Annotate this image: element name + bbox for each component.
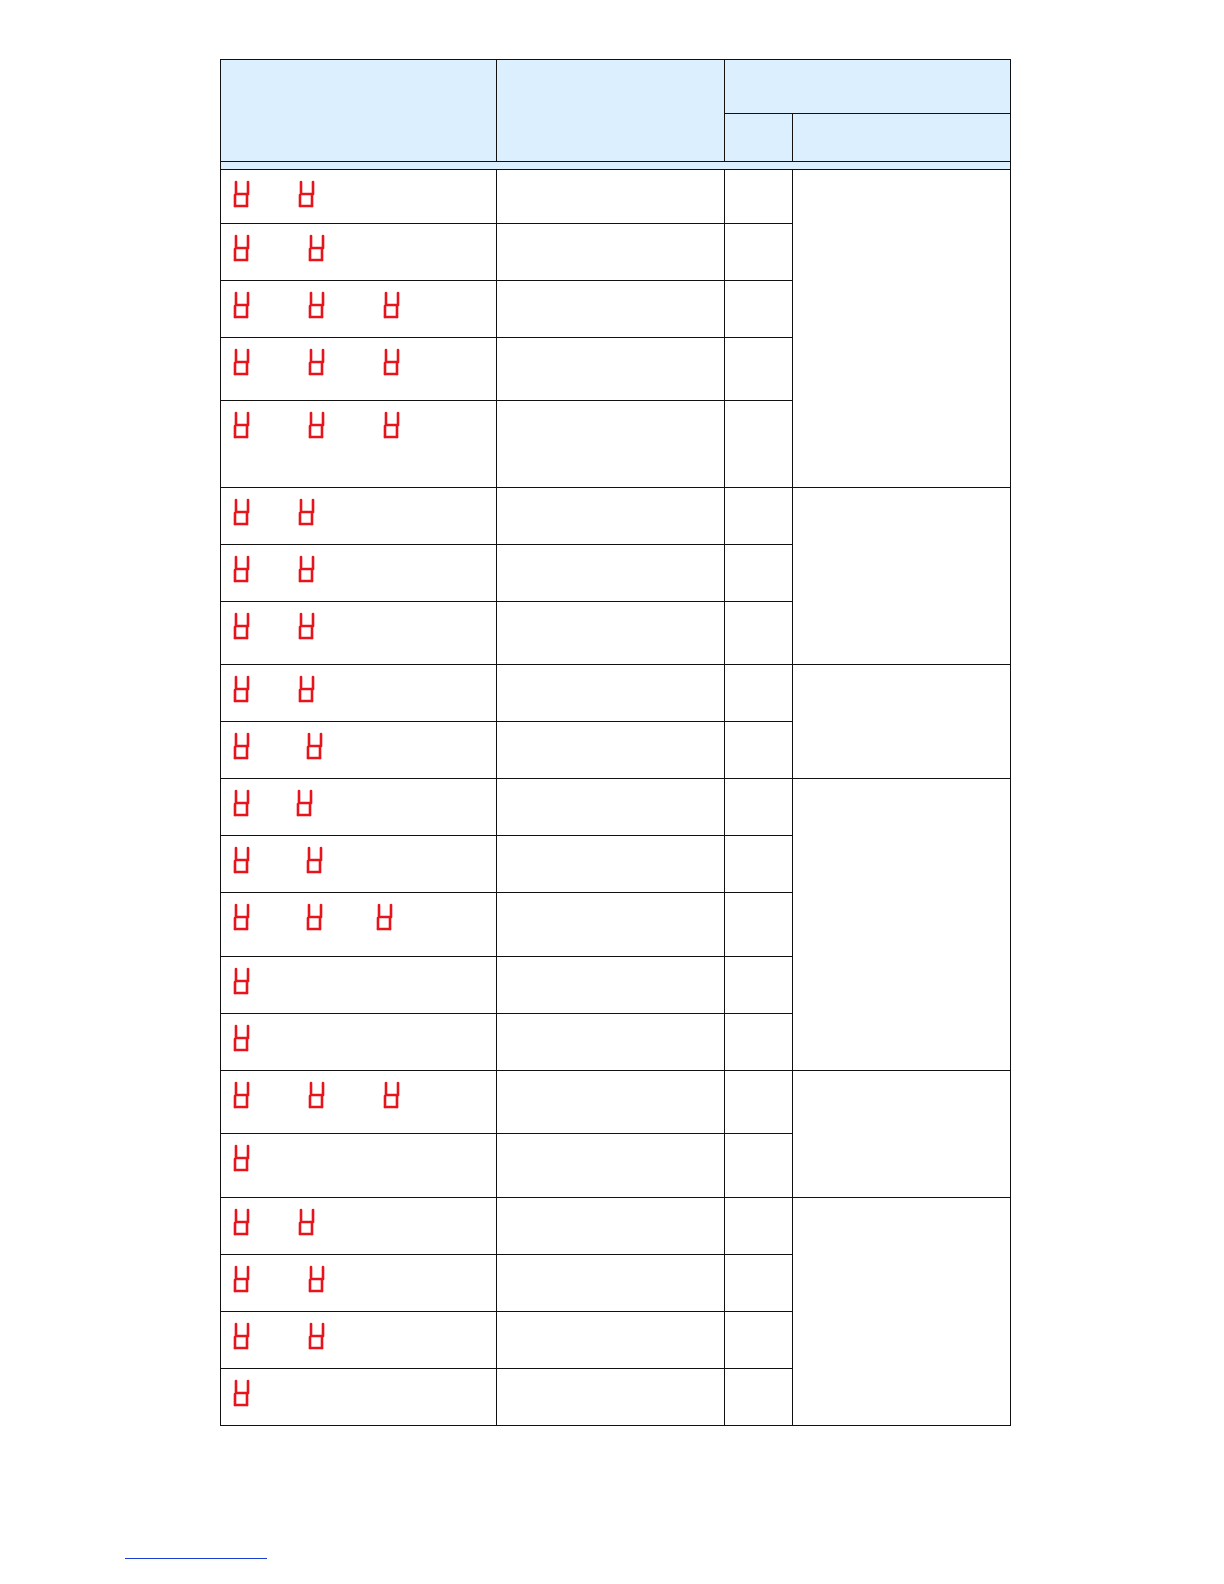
table-row (221, 779, 1011, 836)
description-cell (497, 224, 725, 281)
code-cell (725, 281, 793, 338)
digit-group (221, 893, 496, 931)
description-cell (497, 1071, 725, 1134)
seven-segment-digit-icon (308, 234, 326, 262)
code-table (220, 59, 1011, 1426)
description-cell (497, 1134, 725, 1198)
seven-segment-digit-icon (308, 1322, 326, 1350)
code-cell (725, 779, 793, 836)
display-cell (221, 1134, 497, 1198)
seven-segment-digit-icon (298, 612, 316, 640)
display-cell (221, 1014, 497, 1071)
description-cell (497, 281, 725, 338)
description-cell (497, 1312, 725, 1369)
display-cell (221, 1312, 497, 1369)
display-cell (221, 893, 497, 957)
header-cell-display (221, 60, 497, 162)
seven-segment-digit-icon (233, 967, 251, 995)
code-cell (725, 836, 793, 893)
table-row (221, 665, 1011, 722)
seven-segment-digit-icon (308, 1081, 326, 1109)
seven-segment-digit-icon (298, 498, 316, 526)
seven-segment-digit-icon (306, 846, 324, 874)
group-cell (793, 779, 1011, 1071)
description-cell (497, 893, 725, 957)
description-cell (497, 779, 725, 836)
digit-group (221, 545, 496, 583)
seven-segment-digit-icon (233, 291, 251, 319)
description-cell (497, 602, 725, 665)
code-cell (725, 545, 793, 602)
seven-segment-digit-icon (233, 789, 251, 817)
seven-segment-digit-icon (308, 1265, 326, 1293)
description-cell (497, 957, 725, 1014)
code-cell (725, 1071, 793, 1134)
seven-segment-digit-icon (233, 1379, 251, 1407)
display-cell (221, 170, 497, 224)
digit-group (221, 224, 496, 262)
digit-group (221, 1255, 496, 1293)
seven-segment-digit-icon (233, 180, 251, 208)
code-cell (725, 1134, 793, 1198)
digit-group (221, 1071, 496, 1109)
group-cell (793, 1198, 1011, 1426)
code-cell (725, 401, 793, 488)
code-cell (725, 957, 793, 1014)
digit-group (221, 779, 496, 817)
description-cell (497, 665, 725, 722)
description-cell (497, 170, 725, 224)
code-cell (725, 1198, 793, 1255)
seven-segment-digit-icon (298, 555, 316, 583)
description-cell (497, 1369, 725, 1426)
seven-segment-digit-icon (383, 348, 401, 376)
code-cell (725, 1255, 793, 1312)
seven-segment-digit-icon (298, 180, 316, 208)
code-cell (725, 1369, 793, 1426)
seven-segment-digit-icon (308, 291, 326, 319)
seven-segment-digit-icon (233, 732, 251, 760)
description-cell (497, 1255, 725, 1312)
display-cell (221, 545, 497, 602)
code-cell (725, 665, 793, 722)
seven-segment-digit-icon (308, 411, 326, 439)
header-spacer (221, 162, 1011, 170)
seven-segment-digit-icon (233, 903, 251, 931)
display-cell (221, 224, 497, 281)
table-body (221, 170, 1011, 1426)
seven-segment-digit-icon (383, 291, 401, 319)
digit-group (221, 722, 496, 760)
group-cell (793, 488, 1011, 665)
description-cell (497, 401, 725, 488)
digit-group (221, 1369, 496, 1407)
description-cell (497, 488, 725, 545)
display-cell (221, 957, 497, 1014)
code-cell (725, 488, 793, 545)
seven-segment-digit-icon (298, 675, 316, 703)
display-cell (221, 602, 497, 665)
header-cell-sub-2 (793, 114, 1011, 162)
display-cell (221, 401, 497, 488)
digit-group (221, 1312, 496, 1350)
seven-segment-digit-icon (306, 732, 324, 760)
display-cell (221, 1369, 497, 1426)
description-cell (497, 338, 725, 401)
digit-group (221, 488, 496, 526)
seven-segment-digit-icon (233, 612, 251, 640)
header-cell-sub-1 (725, 114, 793, 162)
display-cell (221, 1071, 497, 1134)
code-cell (725, 893, 793, 957)
seven-segment-digit-icon (233, 846, 251, 874)
digit-group (221, 281, 496, 319)
seven-segment-digit-icon (296, 789, 314, 817)
seven-segment-digit-icon (233, 1208, 251, 1236)
description-cell (497, 722, 725, 779)
code-cell (725, 722, 793, 779)
display-cell (221, 722, 497, 779)
table-row (221, 1198, 1011, 1255)
seven-segment-digit-icon (306, 903, 324, 931)
seven-segment-digit-icon (233, 234, 251, 262)
table-row (221, 488, 1011, 545)
seven-segment-digit-icon (383, 1081, 401, 1109)
digit-group (221, 1134, 496, 1172)
group-cell (793, 665, 1011, 779)
digit-group (221, 665, 496, 703)
seven-segment-digit-icon (233, 411, 251, 439)
display-cell (221, 338, 497, 401)
header-cell-description (497, 60, 725, 162)
digit-group (221, 1198, 496, 1236)
header-cell-group (725, 60, 1011, 114)
display-cell (221, 281, 497, 338)
description-cell (497, 1014, 725, 1071)
digit-group (221, 338, 496, 376)
seven-segment-digit-icon (233, 1144, 251, 1172)
footer-link-underline[interactable] (125, 1558, 267, 1559)
code-cell (725, 170, 793, 224)
description-cell (497, 1198, 725, 1255)
digit-group (221, 957, 496, 995)
seven-segment-digit-icon (383, 411, 401, 439)
code-cell (725, 338, 793, 401)
seven-segment-digit-icon (308, 348, 326, 376)
digit-group (221, 170, 496, 208)
display-cell (221, 836, 497, 893)
code-cell (725, 602, 793, 665)
digit-group (221, 1014, 496, 1052)
seven-segment-digit-icon (233, 498, 251, 526)
digit-group (221, 836, 496, 874)
description-cell (497, 836, 725, 893)
table-row (221, 170, 1011, 224)
seven-segment-digit-icon (233, 1322, 251, 1350)
seven-segment-digit-icon (233, 675, 251, 703)
seven-segment-digit-icon (233, 555, 251, 583)
digit-group (221, 401, 496, 439)
seven-segment-digit-icon (233, 348, 251, 376)
display-cell (221, 1255, 497, 1312)
digit-group (221, 602, 496, 640)
code-cell (725, 1014, 793, 1071)
seven-segment-digit-icon (376, 903, 394, 931)
code-cell (725, 224, 793, 281)
code-cell (725, 1312, 793, 1369)
group-cell (793, 170, 1011, 488)
seven-segment-digit-icon (298, 1208, 316, 1236)
description-cell (497, 545, 725, 602)
display-cell (221, 1198, 497, 1255)
table-row (221, 1071, 1011, 1134)
seven-segment-digit-icon (233, 1265, 251, 1293)
seven-segment-digit-icon (233, 1081, 251, 1109)
seven-segment-digit-icon (233, 1024, 251, 1052)
display-cell (221, 488, 497, 545)
display-cell (221, 665, 497, 722)
display-cell (221, 779, 497, 836)
group-cell (793, 1071, 1011, 1198)
